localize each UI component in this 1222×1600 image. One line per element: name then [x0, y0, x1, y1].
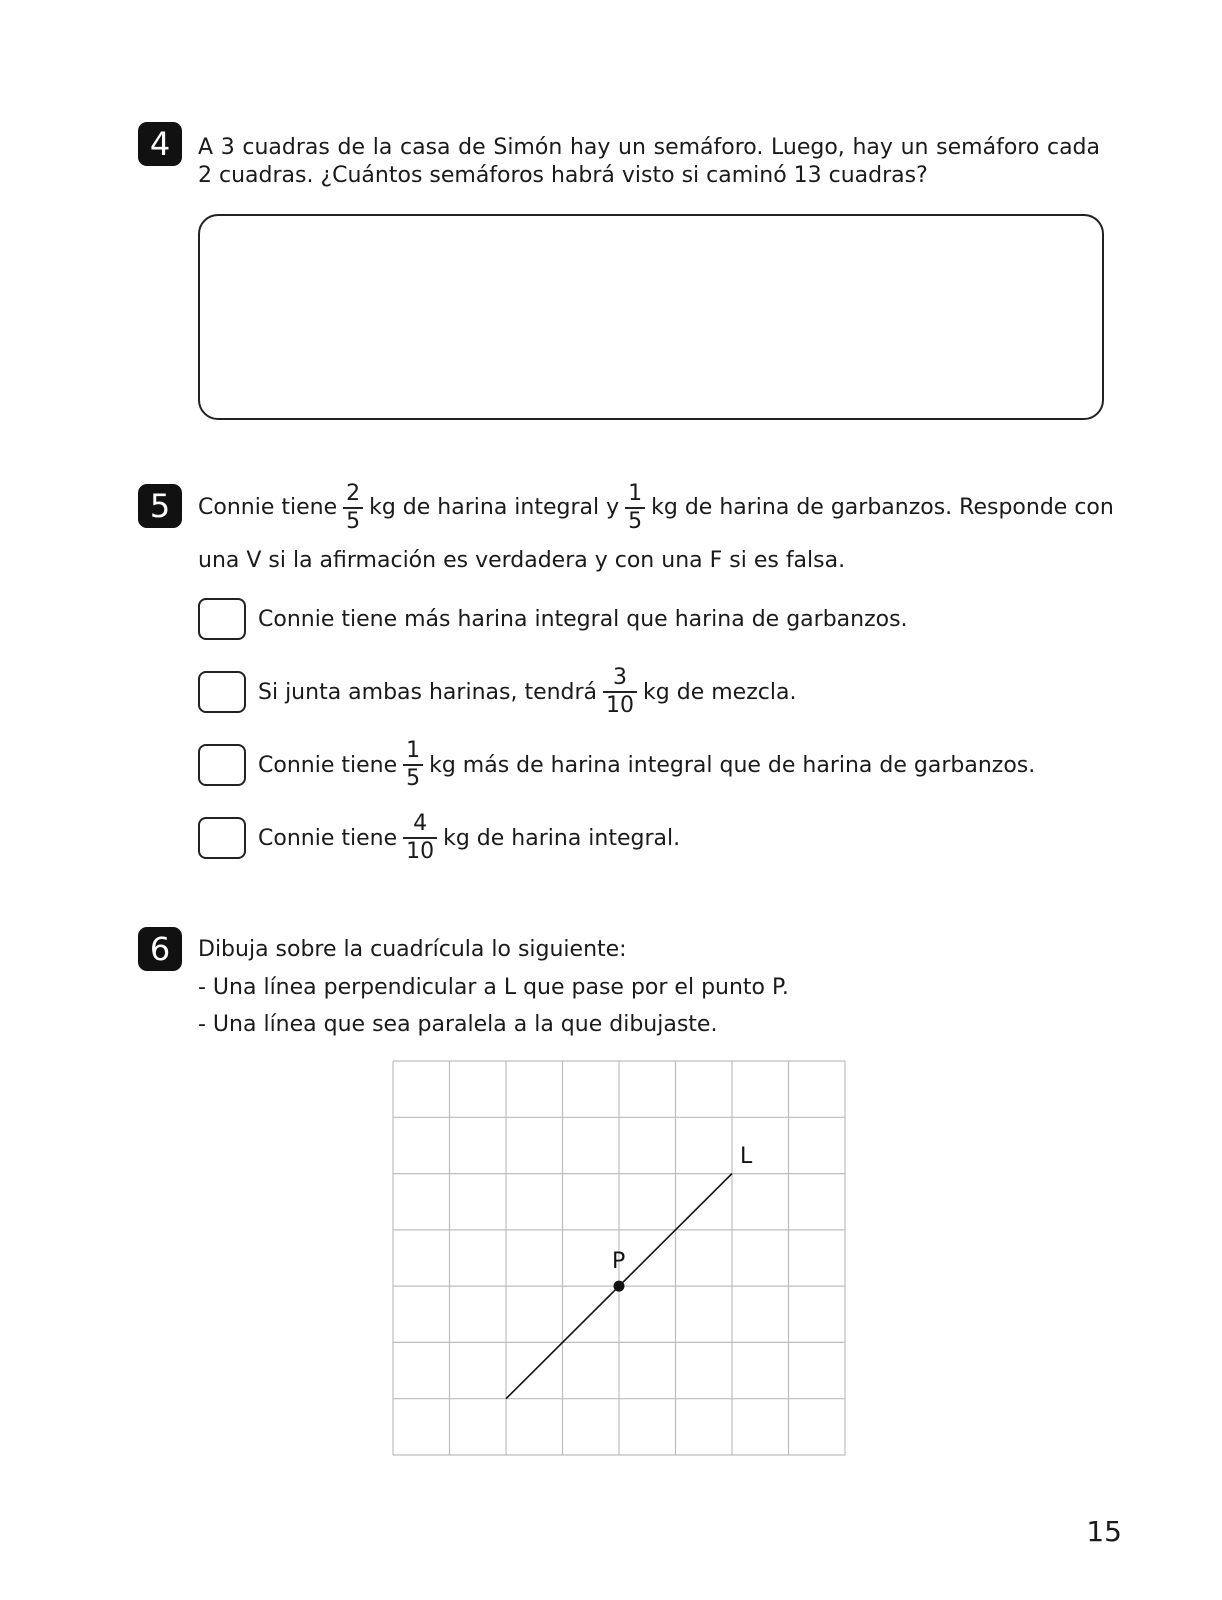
drawing-grid[interactable]	[390, 1058, 850, 1458]
question-5-number: 5	[138, 484, 182, 528]
fraction-denominator: 5	[406, 766, 421, 791]
line-l-label: L	[740, 1144, 753, 1169]
true-false-box-4[interactable]	[198, 817, 246, 859]
question-4-number: 4	[138, 122, 182, 166]
fraction-one-fifth	[625, 481, 645, 535]
statement-4	[258, 808, 680, 868]
true-false-box-1[interactable]	[198, 598, 246, 640]
fraction-numerator: 2	[343, 481, 363, 509]
question-6-line2: - Una línea perpendicular a L que pase por el punto P.	[198, 975, 789, 1000]
fraction-denominator: 5	[628, 509, 643, 534]
statement-4-post: kg de harina integral.	[443, 825, 681, 851]
page-number: 15	[1086, 1515, 1122, 1548]
statement-2-pre: Si junta ambas harinas, tendrá	[258, 679, 598, 705]
statement-2	[258, 662, 796, 722]
statement-3-post: kg más de harina integral que de harina de garbanzos.	[429, 752, 1036, 778]
intro-text-b: kg de harina integral y	[369, 495, 620, 520]
true-false-box-2[interactable]	[198, 671, 246, 713]
fraction-numerator: 3	[603, 665, 637, 693]
statement-1	[258, 589, 908, 649]
question-6-line1: Dibuja sobre la cuadrícula lo siguiente:	[198, 937, 627, 962]
statement-4-pre: Connie tiene	[258, 825, 398, 851]
statement-1-text: Connie tiene más harina integral que harina de garbanzos.	[258, 606, 908, 632]
fraction-two-fifths	[343, 481, 363, 535]
statement-2-fraction	[603, 665, 637, 719]
statement-2-post: kg de mezcla.	[643, 679, 797, 705]
fraction-numerator: 1	[625, 481, 645, 509]
question-5-intro-line1	[198, 478, 1114, 538]
question-6-number: 6	[138, 927, 182, 971]
statement-3	[258, 735, 1035, 795]
fraction-numerator: 4	[403, 811, 437, 839]
true-false-box-3[interactable]	[198, 744, 246, 786]
fraction-numerator: 1	[403, 738, 423, 766]
statement-4-fraction	[403, 811, 437, 865]
statement-3-pre: Connie tiene	[258, 752, 398, 778]
question-6-line3: - Una línea que sea paralela a la que dibujaste.	[198, 1012, 718, 1037]
point-p	[614, 1281, 625, 1292]
intro-text-c: kg de harina de garbanzos. Responde con	[651, 495, 1114, 520]
point-p-label: P	[612, 1249, 626, 1274]
statement-3-fraction	[403, 738, 423, 792]
fraction-denominator: 10	[406, 839, 435, 864]
fraction-denominator: 5	[346, 509, 361, 534]
question-4-answer-box[interactable]	[198, 214, 1104, 420]
intro-text-a: Connie tiene	[198, 495, 338, 520]
fraction-denominator: 10	[606, 693, 635, 718]
question-4-text: A 3 cuadras de la casa de Simón hay un semáforo. Luego, hay un semáforo cada 2 cuadras. ¿Cuántos semáforos habrá visto si caminó 13 cuadras?	[198, 135, 1100, 188]
question-5-intro-line2: una V si la afirmación es verdadera y con una F si es falsa.	[198, 548, 846, 573]
